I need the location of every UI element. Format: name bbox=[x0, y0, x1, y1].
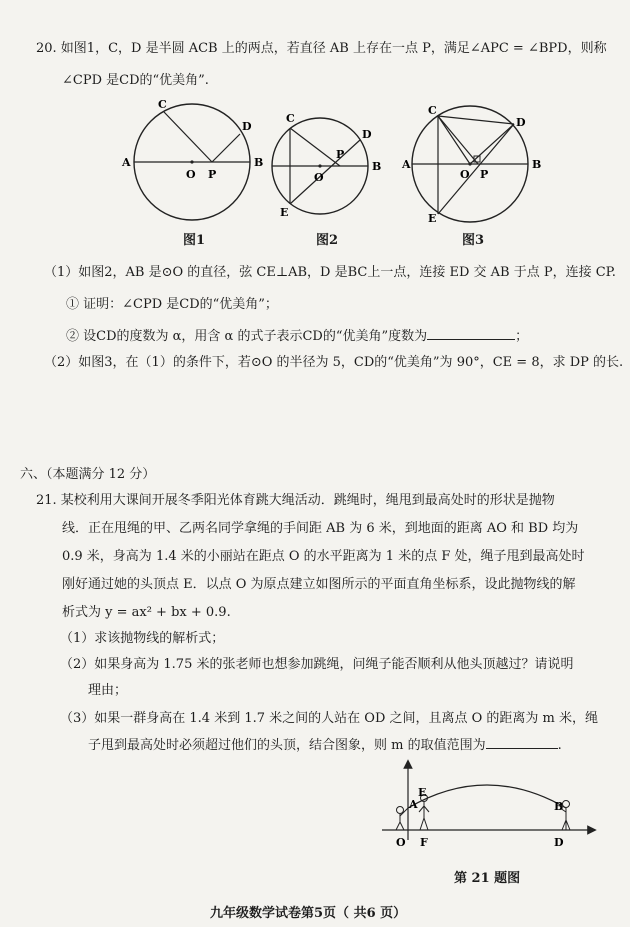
q20-line1: 20. 如图1，C，D 是半圆 ACB 上的两点，若直径 AB 上存在一点 P，满足∠APC = ∠BPD，则称 bbox=[36, 41, 607, 56]
figure-3-caption: 图3 bbox=[462, 233, 485, 248]
figure-21-caption: 第 21 题图 bbox=[454, 871, 521, 886]
fig3-center-dot bbox=[468, 162, 471, 165]
fig2-label-b: B bbox=[372, 160, 382, 173]
fig3-segment-co bbox=[438, 116, 470, 164]
q21-answer-blank bbox=[486, 736, 558, 749]
q21-part3-b bbox=[88, 736, 562, 755]
fig3-segment-cd bbox=[438, 116, 514, 124]
fig3-label-a: A bbox=[402, 158, 411, 171]
q20-part1-a: ① 证明：∠CPD 是CD的“优美角”； bbox=[66, 297, 278, 312]
fig2-label-c: C bbox=[286, 112, 295, 125]
q20-part1-stem: （1）如图2，AB 是⊙O 的直径，弦 CE⊥AB，D 是BC上一点，连接 ED 交 AB 于点 P，连接 CP. bbox=[44, 265, 616, 280]
q21-part1: （1）求该抛物线的解析式； bbox=[60, 631, 225, 646]
fig1-label-a: A bbox=[122, 156, 131, 169]
fig2-center-dot bbox=[318, 164, 321, 167]
q20-part1-b-text: ② 设CD的度数为 α，用含 α 的式子表示CD的“优美角”度数为 bbox=[66, 329, 428, 344]
fig3-segment-ed bbox=[438, 124, 514, 214]
q21-line5: 析式为 y = ax² + bx + 0.9. bbox=[62, 605, 231, 620]
rope-parabola bbox=[408, 785, 566, 808]
fig3-label-p: P bbox=[480, 168, 489, 181]
q20-part1-b-end: ； bbox=[515, 329, 529, 344]
fig3-segment-cp bbox=[438, 116, 478, 164]
fig3-label-d: D bbox=[516, 116, 526, 129]
q20-line2: ∠CPD 是CD的“优美角”. bbox=[62, 73, 209, 88]
fig1-label-d: D bbox=[242, 120, 252, 133]
q21-line4: 刚好通过她的头顶点 E．以点 O 为原点建立如图所示的平面直角坐标系，设此抛物线的解 bbox=[62, 577, 576, 592]
q21-part3-a: （3）如果一群身高在 1.4 米到 1.7 米之间的人站在 OD 之间，且离点 O 的距离为 m 米，绳 bbox=[60, 711, 599, 726]
fig21-label-a: A bbox=[409, 798, 418, 811]
q20-part1-b bbox=[66, 327, 528, 346]
fig21-label-b: B bbox=[554, 800, 564, 813]
fig1-segment-pd bbox=[212, 134, 240, 162]
q20-answer-blank bbox=[427, 327, 515, 340]
fig21-label-o: O bbox=[396, 836, 406, 849]
q21-part2-a: （2）如果身高为 1.75 米的张老师也想参加跳绳，问绳子能否顺利从他头顶越过？请说明 bbox=[60, 657, 574, 672]
fig1-center-dot bbox=[190, 160, 193, 163]
fig3-label-o: O bbox=[460, 168, 470, 181]
fig1-label-o: O bbox=[186, 168, 196, 181]
figure-3 bbox=[398, 100, 548, 230]
fig21-label-e: E bbox=[418, 786, 427, 799]
figure-21 bbox=[378, 758, 598, 858]
q21-line1: 21. 某校利用大课间开展冬季阳光体育跳大绳活动．跳绳时，绳甩到最高处时的形状是抛物 bbox=[36, 493, 555, 508]
fig2-segment-ed bbox=[290, 140, 360, 204]
page-footer: 九年级数学试卷第5页（ 共6 页） bbox=[210, 906, 407, 921]
figure-1-caption: 图1 bbox=[183, 233, 206, 248]
fig2-label-o: O bbox=[314, 171, 324, 184]
fig1-segment-cp bbox=[164, 112, 212, 162]
figure-1 bbox=[120, 98, 270, 248]
fig2-label-p: P bbox=[336, 148, 345, 161]
fig3-label-e: E bbox=[428, 212, 437, 225]
fig2-label-e: E bbox=[280, 206, 289, 219]
fig3-label-b: B bbox=[532, 158, 542, 171]
q20-part2: （2）如图3，在（1）的条件下，若⊙O 的半径为 5，CD的“优美角”为 90°，CE = 8，求 DP 的长. bbox=[44, 355, 624, 370]
fig21-label-f: F bbox=[420, 836, 428, 849]
fig3-label-c: C bbox=[428, 104, 437, 117]
section-6-heading: 六、（本题满分 12 分） bbox=[20, 467, 156, 482]
figure-2 bbox=[262, 106, 392, 230]
fig1-label-c: C bbox=[158, 98, 167, 111]
fig3-segment-od bbox=[470, 124, 514, 164]
q21-part3-b-text: 子甩到最高处时必须超过他们的头顶，结合图象，则 m 的取值范围为 bbox=[88, 738, 486, 753]
fig2-label-d: D bbox=[362, 128, 372, 141]
person-o-icon bbox=[396, 807, 408, 831]
q21-part3-b-end: . bbox=[557, 738, 562, 753]
fig21-label-d: D bbox=[554, 836, 564, 849]
fig1-label-p: P bbox=[208, 168, 217, 181]
q21-line3: 0.9 米，身高为 1.4 米的小丽站在距点 O 的水平距离为 1 米的点 F 处，绳子甩到最高处时 bbox=[62, 549, 585, 564]
figure-2-caption: 图2 bbox=[316, 233, 339, 248]
fig2-segment-cp bbox=[290, 128, 340, 166]
q21-part2-b: 理由； bbox=[88, 683, 128, 698]
fig1-label-b: B bbox=[254, 156, 264, 169]
q21-line2: 线．正在甩绳的甲、乙两名同学拿绳的手间距 AB 为 6 米，到地面的距离 AO 和 BD 均为 bbox=[62, 521, 579, 536]
